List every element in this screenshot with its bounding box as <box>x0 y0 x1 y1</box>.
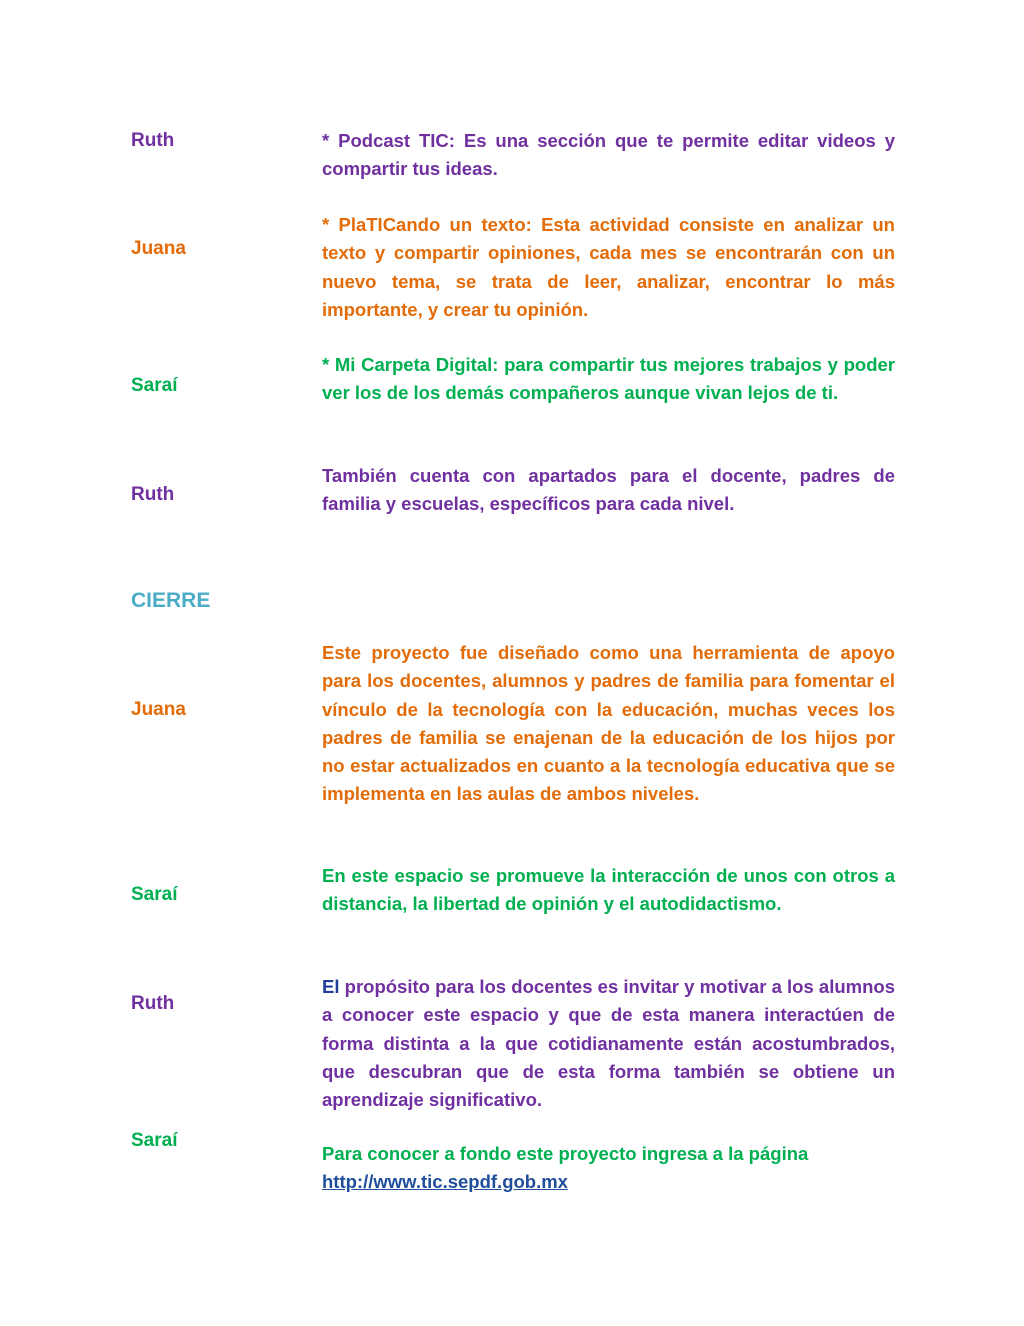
website-link[interactable]: http://www.tic.sepdf.gob.mx <box>322 1171 568 1193</box>
speaker-label: Saraí <box>131 884 178 905</box>
paragraph: También cuenta con apartados para el docente, padres de familia y escuelas, específicos para cada nivel. <box>322 465 895 515</box>
speaker-label: Saraí <box>131 375 178 396</box>
speaker-label: Juana <box>131 238 186 259</box>
speaker-label: Juana <box>131 699 186 720</box>
speaker-label: Ruth <box>131 484 175 505</box>
paragraph: En este espacio se promueve la interacción de unos con otros a distancia, la libertad de opinión y el autodidactismo. <box>322 865 895 915</box>
paragraph: Este proyecto fue diseñado como una herramienta de apoyo para los docentes, alumnos y padres de familia para fomentar el vínculo de la tecnología con la educación, muchas veces los padres de familia se enajenan de la educación de los hijos por no estar actualizados en cuanto a la tecnología educativa que se implementa en las aulas de ambos niveles. <box>322 642 895 805</box>
paragraph: * Podcast TIC: Es una sección que te permite editar videos y compartir tus ideas. <box>322 130 895 180</box>
section-heading: CIERRE <box>131 589 211 612</box>
paragraph-body: propósito para los docentes es invitar y motivar a los alumnos a conocer este espacio y que de esta manera interactúen de forma distinta a la que cotidianamente están acostumbrados, que descubran que de esta forma también se obtiene un aprendizaje significativo. <box>322 976 895 1111</box>
paragraph <box>322 1140 895 1197</box>
paragraph <box>322 973 895 1114</box>
speaker-label: Saraí <box>131 1130 178 1151</box>
paragraph-body: Para conocer a fondo este proyecto ingresa a la página <box>322 1143 809 1164</box>
paragraph: * PlaTICando un texto: Esta actividad consiste en analizar un texto y compartir opiniones, cada mes se encontrarán con un nuevo tema, se trata de leer, analizar, encontrar lo más importante, y crear tu opinión. <box>322 214 895 320</box>
speaker-label: Ruth <box>131 993 175 1014</box>
paragraph-lead: El <box>322 976 340 997</box>
speaker-label: Ruth <box>131 130 175 151</box>
paragraph: * Mi Carpeta Digital: para compartir tus mejores trabajos y poder ver los de los demás compañeros aunque vivan lejos de ti. <box>322 354 895 404</box>
